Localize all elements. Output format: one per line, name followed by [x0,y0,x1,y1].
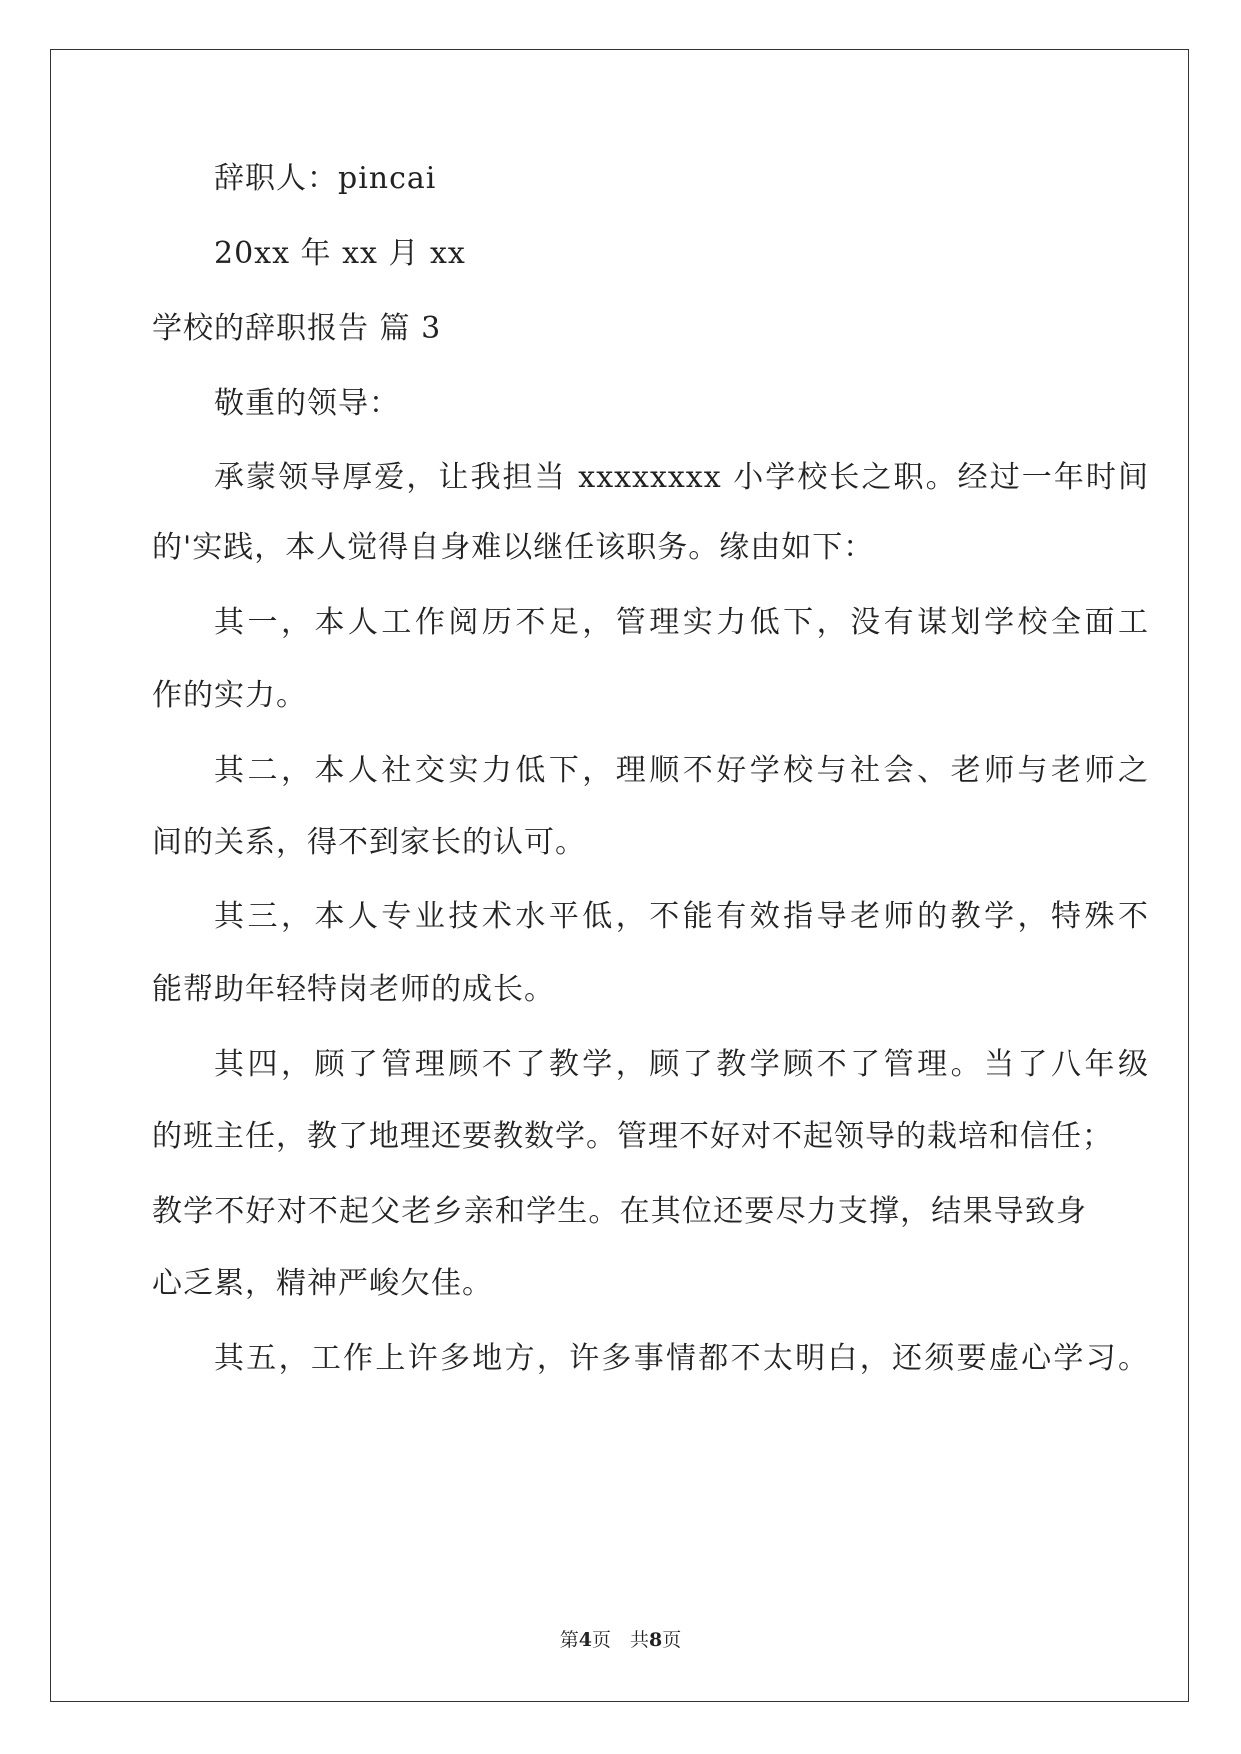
paragraph-line: 能帮助年轻特岗老师的成长。 [152,972,555,1007]
footer-mid: 页 共 [591,1629,649,1651]
paragraph-line: 其二，本人社交实力低下，理顺不好学校与社会、老师与老师之 [214,753,1149,788]
paragraph-line: 的班主任，教了地理还要教数学。管理不好对不起领导的栽培和信任； [152,1119,1113,1154]
paragraph-line: 教学不好对不起父老乡亲和学生。在其位还要尽力支撑，结果导致身 [152,1194,1087,1229]
paragraph-line: 承蒙领导厚爱，让我担当 xxxxxxxx 小学校长之职。经过一年时间 [214,460,1149,495]
footer-suffix: 页 [662,1629,682,1651]
date-line: 20xx 年 xx 月 xx [214,236,466,271]
page-border [50,49,1189,1702]
paragraph-line: 其三，本人专业技术水平低，不能有效指导老师的教学，特殊不 [214,899,1149,934]
page-footer [0,1625,1241,1652]
footer-prefix: 第 [559,1629,579,1651]
section-heading: 学校的辞职报告 篇 3 [152,311,442,346]
paragraph-line: 其一，本人工作阅历不足，管理实力低下，没有谋划学校全面工 [214,605,1149,640]
current-page-number: 4 [578,1629,592,1651]
salutation: 敬重的领导： [214,386,400,421]
paragraph-line: 的'实践，本人觉得自身难以继任该职务。缘由如下： [152,530,875,565]
paragraph-line: 其五，工作上许多地方，许多事情都不太明白，还须要虚心学习。 [214,1341,1149,1376]
paragraph-line: 心乏累，精神严峻欠佳。 [152,1266,493,1301]
paragraph-line: 作的实力。 [152,678,307,713]
total-page-number: 8 [649,1629,663,1651]
signature-line: 辞职人：pincai [214,161,437,196]
paragraph-line: 间的关系，得不到家长的认可。 [152,825,586,860]
paragraph-line: 其四，顾了管理顾不了教学，顾了教学顾不了管理。当了八年级 [214,1047,1149,1082]
